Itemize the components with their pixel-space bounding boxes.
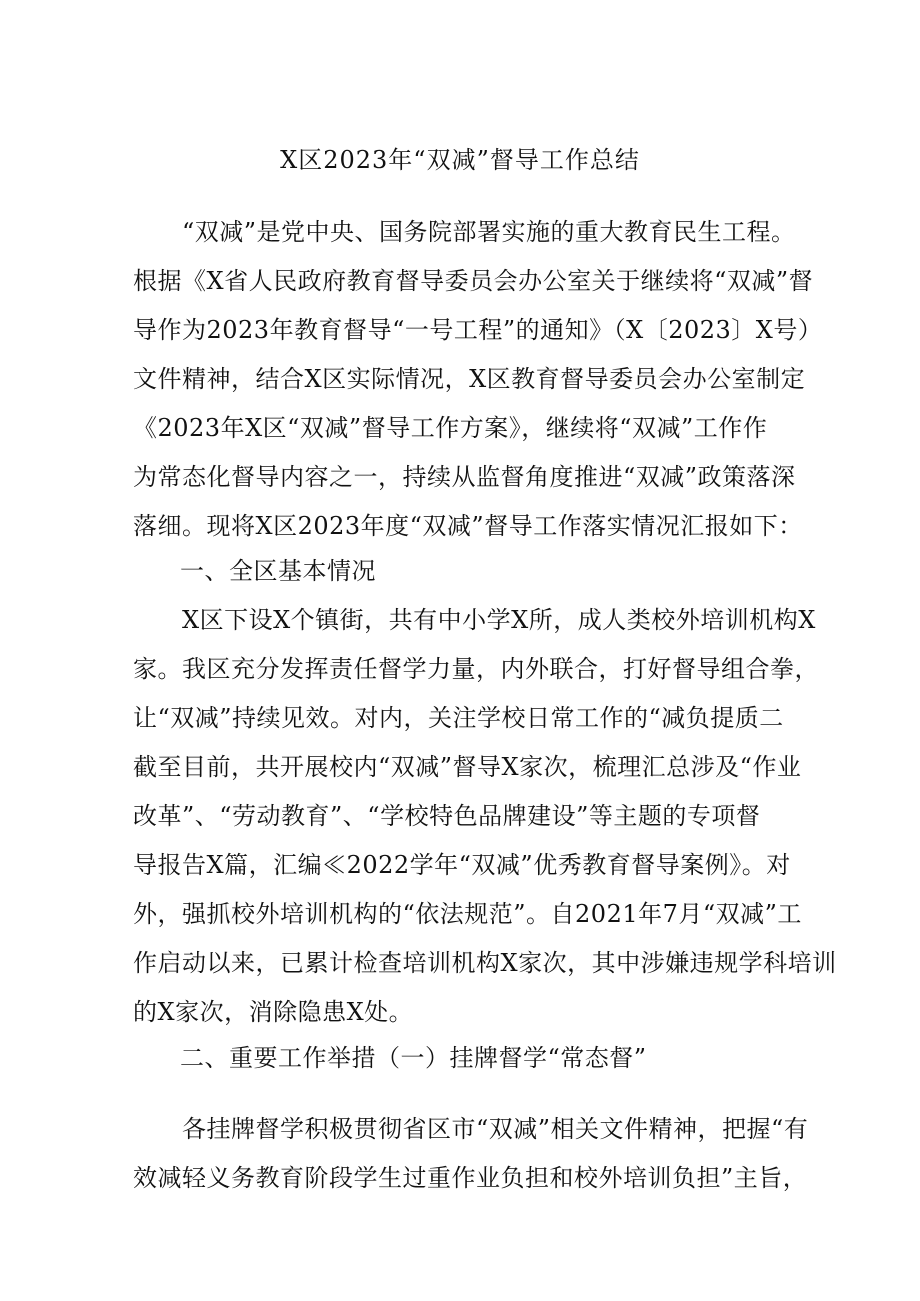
paragraph-line: 落细。现将X区2023年度“双减”督导工作落实情况汇报如下： <box>133 512 803 540</box>
paragraph-line: 作启动以来，已累计检查培训机构X家次，其中涉嫌违规学科培训 <box>133 949 837 977</box>
paragraph-line: 改革”、“劳动教育”、“学校特色品牌建设”等主题的专项督 <box>133 802 761 830</box>
paragraph-line: 让“双减”持续见效。对内，关注学校日常工作的“减负提质二 <box>133 704 784 732</box>
section-heading: 一、全区基本情况 <box>180 557 376 585</box>
paragraph-line: 家。我区充分发挥责任督学力量，内外联合，打好督导组合拳， <box>133 655 819 683</box>
paragraph-line: 为常态化督导内容之一，持续从监督角度推进“双减”政策落深 <box>133 463 796 491</box>
paragraph-line: X区下设X个镇街，共有中小学X所，成人类校外培训机构X <box>182 606 816 634</box>
paragraph-line: 截至目前，共开展校内“双减”督导X家次，梳理汇总涉及“作业 <box>133 753 802 781</box>
paragraph-line: 导作为2023年教育督导“一号工程”的通知》（X〔2023〕X号） <box>133 316 823 344</box>
paragraph-line: 根据《X省人民政府教育督导委员会办公室关于继续将“双减”督 <box>133 267 814 295</box>
paragraph-line: 《2023年X区“双减”督导工作方案》，继续将“双减”工作作 <box>133 414 768 442</box>
paragraph-line: 外，强抓校外培训机构的“依法规范”。自2021年7月“双减”工 <box>133 900 802 928</box>
paragraph-line: 效减轻义务教育阶段学生过重作业负担和校外培训负担”主旨， <box>133 1164 808 1192</box>
document-title: X区2023年“双减”督导工作总结 <box>280 146 640 174</box>
paragraph-line: 各挂牌督学积极贯彻省区市“双减”相关文件精神，把握“有 <box>182 1115 809 1143</box>
paragraph-line: “双减”是党中央、国务院部署实施的重大教育民生工程。 <box>182 218 796 246</box>
paragraph-line: 导报告X篇，汇编≪2022学年“双减”优秀教育督导案例》。对 <box>133 851 791 879</box>
paragraph-line: 的X家次，消除隐患X处。 <box>133 998 414 1026</box>
section-heading: 二、重要工作举措（一）挂牌督学“常态督” <box>180 1044 647 1072</box>
paragraph-line: 文件精神，结合X区实际情况，X区教育督导委员会办公室制定 <box>133 365 806 393</box>
